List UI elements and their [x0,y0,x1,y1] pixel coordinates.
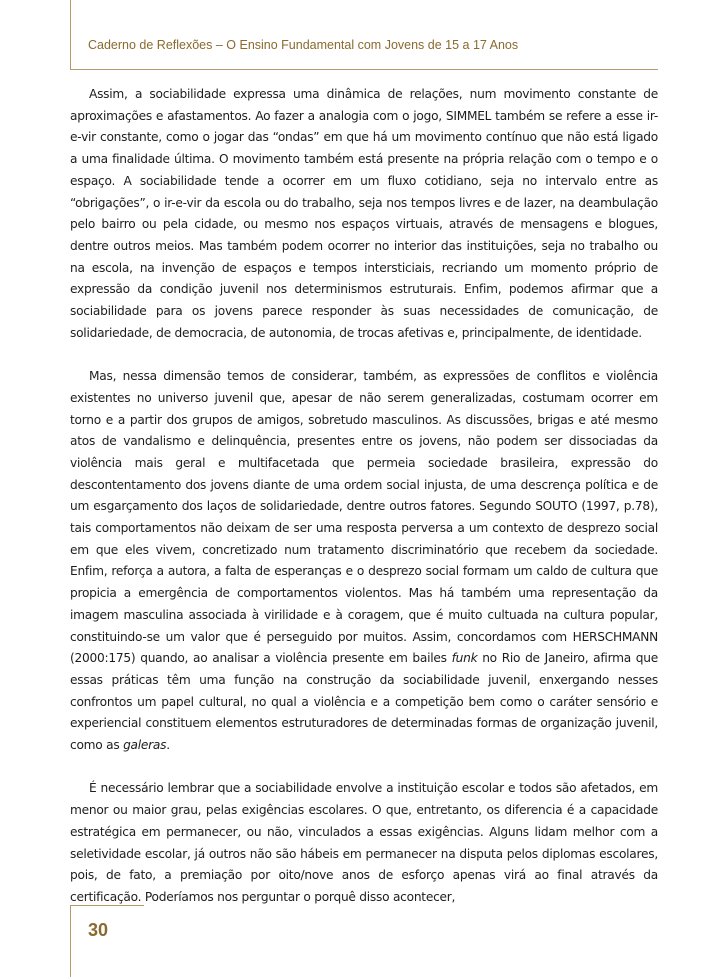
paragraph-3-text: É necessário lembrar que a sociabilidade envolve a instituição escolar e todos são afetados, em menor ou maior grau, pelas exigências escolares. O que, entretanto, os diferencia é a capacidade estratégica em permanecer, ou não, vinculados a essas exigências. Alguns lidam melhor com a seletividade escolar, já outros não são hábeis em permanecer na disputa pelos diplomas escolares, pois, de fato, a premiação por oito/nove anos de esforço apenas virá ao final através da certificação. Poderíamos nos perguntar o porquê disso acontecer, [70,781,658,904]
body-text [70,84,658,909]
header-horizontal-rule [70,69,658,70]
running-header: Caderno de Reflexões – O Ensino Fundamental com Jovens de 15 a 17 Anos [88,38,519,52]
paragraph-2-text-a: Mas, nessa dimensão temos de considerar, também, as expressões de conflitos e violência existentes no universo juvenil que, apesar de não serem generalizadas, costumam ocorrer em torno e a partir dos grupos de amigos, sobretudo masculinos. As discussões, brigas e até mesmo atos de vandalismo e delinquência, presentes entre os jovens, não podem ser dissociadas da violência mais geral e multifacetada que permeia sociedade brasileira, expressão do descontentamento dos jovens diante de uma ordem social injusta, de uma descrença política e de um esgarçamento dos laços de solidariedade, dentre outros fatores. Segundo SOUTO (1997, p.78), tais comportamentos não deixam de ser uma resposta perversa a um contexto de desprezo social em que eles vivem, concretizado num tratamento discriminatório que recebem da sociedade. Enfim, reforça a autora, a falta de esperanças e o desprezo social formam um caldo de cultura que propicia a emergência de comportamentos violentos. Mas há também uma representação da imagem masculina associada à virilidade e à coragem, que é muito cultuada na cultura popular, constituindo-se um valor que é perseguido por muitos. Assim, concordamos com HERSCHMANN (2000:175) quando, ao analisar a violência presente em bailes [70,369,658,666]
paragraph-1-text: Assim, a sociabilidade expressa uma dinâmica de relações, num movimento constante de aproximações e afastamentos. Ao fazer a analogia com o jogo, SIMMEL também se refere a esse ir-e-vir constante, como o jogar das “ondas” em que há um movimento contínuo que não está ligado a uma finalidade última. O movimento também está presente na própria relação com o tempo e o espaço. A sociabilidade tende a ocorrer em um fluxo cotidiano, seja no intervalo entre as “obrigações”, o ir-e-vir da escola ou do trabalho, seja nos tempos livres e de lazer, na deambulação pelo bairro ou pela cidade, ou mesmo nos espaços virtuais, através de mensagens e blogues, dentre outros meios. Mas também podem ocorrer no interior das instituições, seja no trabalho ou na escola, na invenção de espaços e tempos intersticiais, recriando um momento próprio de expressão da condição juvenil nos determinismos estruturais. Enfim, podemos afirmar que a sociabilidade para os jovens parece responder às suas necessidades de comunicação, de solidariedade, de democracia, de autonomia, de trocas afetivas e, principalmente, de identidade. [70,87,658,340]
paragraph-2-text-b: no Rio de Janeiro, afirma que essas práticas têm uma função na construção da sociabilidade juvenil, enxergando nesses confrontos um papel cultural, no qual a violência e a competição bem como o caráter sensório e experiencial constituem elementos estruturadores de determinadas formas de organização juvenil, como as [70,651,658,753]
italic-term-funk: funk [451,651,478,666]
paragraph-2-text-c: . [166,738,170,753]
page-number: 30 [88,920,109,940]
footer-horizontal-rule [70,905,144,906]
footer-vertical-rule [70,905,71,977]
header-vertical-rule [70,0,71,70]
paragraph-2 [70,366,658,757]
italic-term-galeras: galeras [123,738,167,753]
paragraph-1 [70,84,658,344]
paragraph-3 [70,778,658,908]
